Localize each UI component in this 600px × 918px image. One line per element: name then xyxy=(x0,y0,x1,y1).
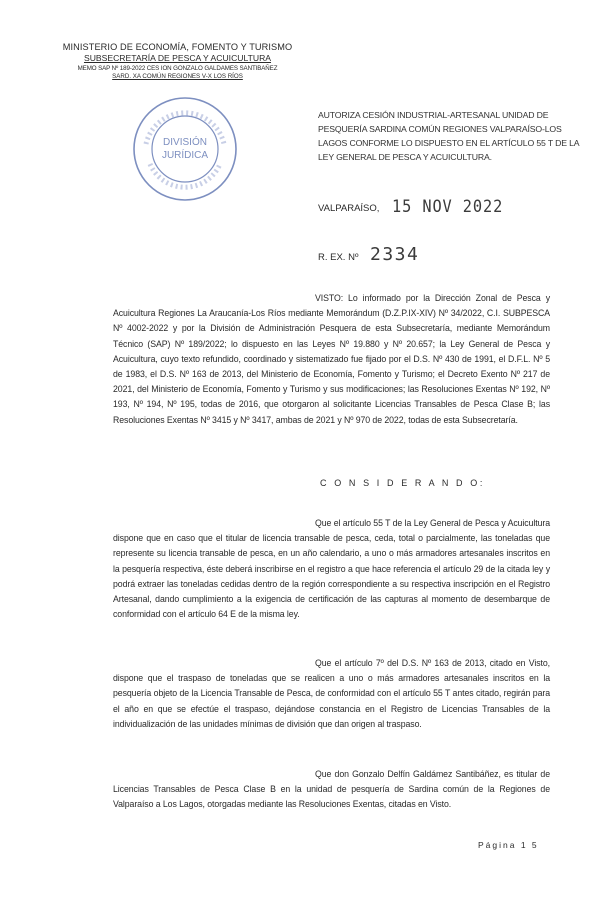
considerando-paragraph: Que el artículo 55 T de la Ley General de Pesca y Acuicultura dispone que en caso que el titular de licencia transable de pesca, ceda, total o parcialmente, las toneladas que represente su licencia transable de pesca, en un año calendario, a uno o más armadores artesanales inscritos en la pesquería respectiva, éste deberá inscribirse en el registro a que hace referencia el artículo 29 de la citada ley y podrá extraer las toneladas cedidas dentro de la región correspondiente a su respectiva inscripción en el Registro Artesanal, dando cumplimiento a la exigencia de certificación de las capturas al momento de desembarque de conformidad con el artículo 64 E de la misma ley. xyxy=(113,518,550,620)
stamp-line-1: DIVISIÓN xyxy=(163,137,207,148)
considerando-heading: C O N S I D E R A N D O: xyxy=(320,478,485,488)
considerando-paragraph: Que don Gonzalo Delfín Galdámez Santibáñez, es titular de Licencias Transables de Pesca Clase B en la unidad de pesquería de Sardina común de la Regiones de Valparaíso a Los Lagos, otorgadas mediante las Resoluciones Exentas, citadas en Visto. xyxy=(113,769,550,810)
ministry-name: MINISTERIO DE ECONOMÍA, FOMENTO Y TURISMO xyxy=(62,42,293,52)
memo-reference: MEMO SAP Nº 189-2022 CES ION GONZALO GALDAMES SANTIBAÑEZ xyxy=(77,65,278,72)
visto-paragraph: VISTO: Lo informado por la Dirección Zonal de Pesca y Acuicultura Regiones La Araucanía-Los Ríos mediante Memorándum (D.Z.P.IX-XIV) Nº 34/2022, C.I. SUBPESCA Nº 4002-2022 y por la División de Administración Pesquera de esta Subsecretaría, mediante Memorándum Técnico (SAP) Nº 189/2022; lo dispuesto en las Leyes Nº 19.880 y Nº 20.657; la Ley General de Pesca y Acuicultura, cuyo texto refundido, coordinado y sistematizado fue fijado por el D.S. Nº 430 de 1991, el D.F.L. Nº 5 de 1983, el D.S. Nº 163 de 2013, del Ministerio de Economía, Fomento y Turismo; el Decreto Exento Nº 217 de 2021, del Ministerio de Economía, Fomento y Turismo y sus modificaciones; las Resoluciones Exentas Nº 192, Nº 193, Nº 194, Nº 195, todas de 2016, que otorgaron al solicitante Licencias Transables de Pesca Clase B; las Resoluciones Exentas Nº 3415 y Nº 3417, ambas de 2021 y Nº 970 de 2022, todas de esta Subsecretaría. xyxy=(113,293,550,425)
considerando-paragraph: Que el artículo 7º del D.S. Nº 163 de 2013, citado en Visto, dispone que el traspaso de toneladas que se realicen a uno o más armadores artesanales inscritos en la pesquería objeto de la Licencia Transable de Pesca, de conformidad con el artículo 55 T antes citado, regirán para el año en que se efectúe el traspaso, dejándose constancia en el Registro de Licencias Transables de la individualización de las unidades mínimas de división que dan origen al traspaso. xyxy=(113,658,550,729)
resolution-subject: AUTORIZA CESIÓN INDUSTRIAL-ARTESANAL UNIDAD DE PESQUERÍA SARDINA COMÚN REGIONES VALPARAÍSO-LOS LAGOS CONFORME LO DISPUESTO EN EL ARTÍCULO 55 T DE LA LEY GENERAL DE PESCA Y ACUICULTURA. xyxy=(318,110,579,162)
date-stamp: 15 NOV 2022 xyxy=(392,197,504,217)
place-label: VALPARAÍSO, xyxy=(318,203,380,214)
rex-label: R. EX. Nº xyxy=(318,252,359,263)
subsecretaria-name: SUBSECRETARÍA DE PESCA Y ACUICULTURA xyxy=(83,53,272,63)
fishery-reference: SARD. XA COMÚN REGIONES V-X LOS RÍOS xyxy=(112,73,243,80)
rex-number: 2334 xyxy=(370,244,420,265)
stamp-line-2: JURÍDICA xyxy=(161,150,209,161)
page-number: Página 1 5 xyxy=(478,840,539,850)
division-juridica-stamp xyxy=(130,94,240,204)
letterhead xyxy=(55,42,300,80)
